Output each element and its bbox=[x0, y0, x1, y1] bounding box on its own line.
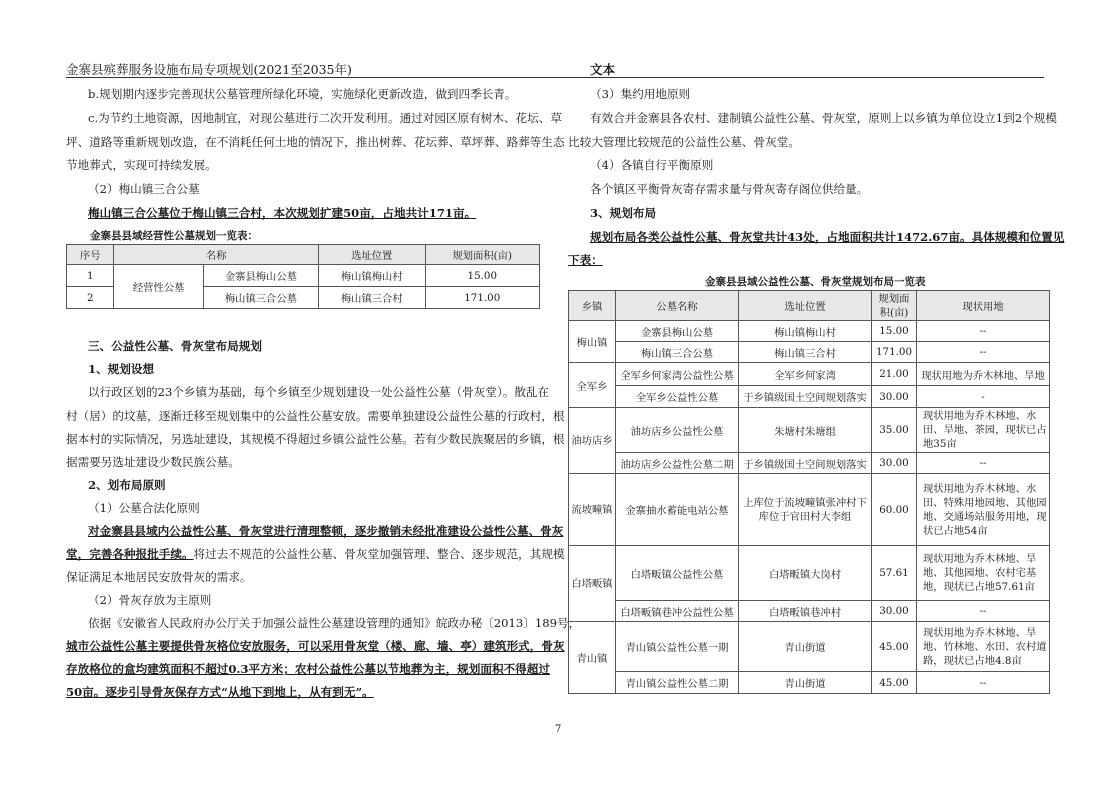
bold-paragraph: 下表： bbox=[568, 253, 603, 267]
land-use-cell: -- bbox=[917, 321, 1050, 342]
table-row bbox=[569, 546, 1050, 601]
header-title: 金寨县殡葬服务设施布局专项规划(2021至2035年) bbox=[66, 62, 352, 77]
location-cell: 朱塘村朱塘组 bbox=[739, 408, 872, 453]
area-cell: 15.00 bbox=[872, 321, 917, 342]
table-header: 名称 bbox=[114, 245, 319, 265]
table-row bbox=[569, 386, 1050, 408]
category-cell: 经营性公墓 bbox=[114, 265, 203, 309]
paragraph-line: 比较大管理比较规范的公益性公墓、骨灰堂。 bbox=[568, 135, 800, 149]
table-header: 选址位置 bbox=[739, 291, 872, 321]
area-cell: 21.00 bbox=[872, 363, 917, 386]
table-row bbox=[569, 474, 1050, 546]
town-cell: 青山镇 bbox=[569, 622, 616, 694]
location-cell: 上库位于流坡疃镇张冲村下库位于官田村大李组 bbox=[739, 474, 872, 546]
land-use-cell: -- bbox=[917, 453, 1050, 474]
table-row bbox=[569, 453, 1050, 474]
area-cell: 171.00 bbox=[872, 342, 917, 363]
paragraph-line: c.为节约土地资源，因地制宜，对现公墓进行二次开发利用。通过对园区原有树木、花坛、草 bbox=[88, 111, 562, 125]
paragraph-line: 保证满足本地居民安放骨灰的需求。 bbox=[66, 570, 252, 584]
subheading: （1）公墓合法化原则 bbox=[88, 501, 200, 515]
town-cell: 全军乡 bbox=[569, 363, 616, 408]
public-cemetery-table bbox=[568, 290, 1050, 694]
subsection-heading: 2、划布局原则 bbox=[88, 478, 166, 492]
paragraph-line: 节地葬式，实现可持续发展。 bbox=[66, 158, 217, 172]
subheading: （3）集约用地原则 bbox=[590, 87, 691, 101]
cemetery-name: 金寨抽水蓄能电站公墓 bbox=[616, 474, 739, 546]
bold-paragraph: 存放格位的盒均建筑面积不超过0.3平方米；农村公益性公墓以节地葬为主，规划面积不得超过 bbox=[66, 662, 550, 676]
town-cell: 油坊店乡 bbox=[569, 408, 616, 474]
location-cell: 梅山镇三合村 bbox=[318, 287, 425, 309]
paragraph-line: b.规划期内逐步完善现状公墓管理所绿化环境，实施绿化更新改造，做到四季长青。 bbox=[88, 87, 517, 101]
cemetery-name: 白塔畈镇公益性公墓 bbox=[616, 546, 739, 601]
cemetery-name: 梅山镇三合公墓 bbox=[203, 287, 318, 309]
table-row bbox=[569, 672, 1050, 694]
paragraph-line: 坪、道路等重新规划改造，在不消耗任何土地的情况下，推出树葬、花坛葬、草坪葬、路葬等生态 bbox=[66, 135, 565, 149]
table-header: 公墓名称 bbox=[616, 291, 739, 321]
bold-paragraph: 50亩。逐步引导骨灰保存方式“从地下到地上，从有到无”。 bbox=[66, 685, 374, 699]
area-cell: 45.00 bbox=[872, 672, 917, 694]
table-row bbox=[569, 408, 1050, 453]
paragraph-line: 依据《安徽省人民政府办公厅关于加强公益性公墓建设管理的通知》皖政办秘〔2013〕189号， bbox=[88, 616, 581, 630]
bold-paragraph: 城市公益性公墓主要提供骨灰格位安放服务，可以采用骨灰堂（楼、廊、墙、亭）建筑形式，骨灰 bbox=[66, 639, 565, 653]
table-title: 金寨县县域公益性公墓、骨灰堂规划布局一览表 bbox=[705, 276, 926, 288]
land-use-cell: 现状用地为乔木林地、水田、特殊用地园地、其他园地、交通场站服务用地，现状已占地54亩 bbox=[917, 474, 1050, 546]
area-cell: 15.00 bbox=[425, 265, 539, 287]
land-use-cell: -- bbox=[917, 342, 1050, 363]
town-cell: 梅山镇 bbox=[569, 321, 616, 363]
location-cell: 全军乡何家湾 bbox=[739, 363, 872, 386]
cemetery-name: 全军乡何家湾公益性公墓 bbox=[616, 363, 739, 386]
table-header: 规划面积(亩) bbox=[872, 291, 917, 321]
page-number: 7 bbox=[555, 724, 562, 735]
bold-paragraph: 规划布局各类公益性公墓、骨灰堂共计43处，占地面积共计1472.67亩。具体规模和位置见 bbox=[590, 230, 1065, 244]
location-cell: 白塔畈镇大岗村 bbox=[739, 546, 872, 601]
area-cell: 171.00 bbox=[425, 287, 539, 309]
town-cell: 白塔畈镇 bbox=[569, 546, 616, 622]
area-cell: 57.61 bbox=[872, 546, 917, 601]
table-header: 乡镇 bbox=[569, 291, 616, 321]
cemetery-name: 青山镇公益性公墓一期 bbox=[616, 622, 739, 672]
location-cell: 青山街道 bbox=[739, 622, 872, 672]
land-use-cell: -- bbox=[917, 672, 1050, 694]
area-cell: 30.00 bbox=[872, 601, 917, 622]
bold-paragraph: 对金寨县县域内公益性公墓、骨灰堂进行清理整顿，逐步撤销未经批准建设公益性公墓、骨灰 bbox=[88, 524, 564, 538]
paragraph-line: 村（居）的坟墓，逐渐迁移至规划集中的公益性公墓安放。需要单独建设公益性公墓的行政村，根 bbox=[66, 409, 565, 423]
table-header: 选址位置 bbox=[318, 245, 425, 265]
location-cell: 梅山镇梅山村 bbox=[739, 321, 872, 342]
table-row bbox=[569, 622, 1050, 672]
land-use-cell: 现状用地为乔木林地、水田、旱地、茶园，现状已占地35亩 bbox=[917, 408, 1050, 453]
table-row bbox=[67, 265, 540, 287]
header-section: 文本 bbox=[590, 62, 616, 77]
row-number: 2 bbox=[67, 287, 114, 309]
paragraph-line: 据需要另选址建设少数民族公墓。 bbox=[66, 455, 240, 469]
paragraph-line: 据本村的实际情况，另选址建设，其规模不得超过乡镇公益性公墓。若有少数民族聚居的乡镇，根 bbox=[66, 432, 565, 446]
paragraph-line bbox=[66, 546, 565, 562]
header-divider bbox=[66, 77, 1044, 78]
paragraph-line: 各个镇区平衡骨灰寄存需求量与骨灰寄存阁位供给量。 bbox=[590, 182, 869, 196]
cemetery-name: 白塔畈镇巷冲公益性公墓 bbox=[616, 601, 739, 622]
area-cell: 35.00 bbox=[872, 408, 917, 453]
table-row bbox=[569, 342, 1050, 363]
subheading: （2）梅山镇三合公墓 bbox=[88, 182, 200, 196]
area-cell: 45.00 bbox=[872, 622, 917, 672]
operating-cemetery-table bbox=[66, 244, 540, 309]
subsection-heading: 1、规划设想 bbox=[88, 362, 155, 376]
location-cell: 白塔畈镇巷冲村 bbox=[739, 601, 872, 622]
cemetery-name: 金寨县梅山公墓 bbox=[616, 321, 739, 342]
land-use-cell: 现状用地为乔木林地、旱地 bbox=[917, 363, 1050, 386]
land-use-cell: -- bbox=[917, 601, 1050, 622]
row-number: 1 bbox=[67, 265, 114, 287]
cemetery-name: 油坊店乡公益性公墓 bbox=[616, 408, 739, 453]
land-use-cell: 现状用地为乔木林地、旱地、其他园地、农村宅基地，现状已占地57.61亩 bbox=[917, 546, 1050, 601]
subheading: （2）骨灰存放为主原则 bbox=[88, 593, 212, 607]
location-cell: 青山街道 bbox=[739, 672, 872, 694]
cemetery-name: 青山镇公益性公墓二期 bbox=[616, 672, 739, 694]
section-heading: 三、公益性公墓、骨灰堂布局规划 bbox=[88, 339, 262, 353]
table-header: 序号 bbox=[67, 245, 114, 265]
cemetery-name: 油坊店乡公益性公墓二期 bbox=[616, 453, 739, 474]
bold-text: 堂，完善各种报批手续。 bbox=[66, 547, 194, 561]
cemetery-name: 梅山镇三合公墓 bbox=[616, 342, 739, 363]
area-cell: 30.00 bbox=[872, 453, 917, 474]
table-row bbox=[569, 363, 1050, 386]
table-header: 现状用地 bbox=[917, 291, 1050, 321]
location-cell: 梅山镇三合村 bbox=[739, 342, 872, 363]
plain-text: 将过去不规范的公益性公墓、骨灰堂加强管理、整合、逐步规范，其规模 bbox=[193, 547, 565, 561]
table-row bbox=[569, 601, 1050, 622]
area-cell: 60.00 bbox=[872, 474, 917, 546]
cemetery-name: 全军乡公益性公墓 bbox=[616, 386, 739, 408]
town-cell: 流坡疃镇 bbox=[569, 474, 616, 546]
location-cell: 梅山镇梅山村 bbox=[318, 265, 425, 287]
table-title: 金寨县县域经营性公墓规划一览表： bbox=[90, 230, 258, 242]
area-cell: 30.00 bbox=[872, 386, 917, 408]
location-cell: 于乡镇级国土空间规划落实 bbox=[739, 453, 872, 474]
subsection-heading: 3、规划布局 bbox=[590, 206, 657, 220]
land-use-cell: - bbox=[917, 386, 1050, 408]
table-header: 规划面积(亩) bbox=[425, 245, 539, 265]
subheading: （4）各镇自行平衡原则 bbox=[590, 158, 714, 172]
bold-paragraph: 梅山镇三合公墓位于梅山镇三合村，本次规划扩建50亩，占地共计171亩。 bbox=[88, 206, 477, 220]
paragraph-line: 以行政区划的23个乡镇为基础，每个乡镇至少规划建设一处公益性公墓（骨灰堂）。散乱在 bbox=[88, 385, 550, 399]
land-use-cell: 现状用地为乔木林地、旱地、竹林地、水田、农村道路，现状已占地4.8亩 bbox=[917, 622, 1050, 672]
table-row bbox=[569, 321, 1050, 342]
paragraph-line: 有效合并金寨县各农村、建制镇公益性公墓、骨灰堂，原则上以乡镇为单位设立1到2个规模 bbox=[590, 111, 1057, 125]
location-cell: 于乡镇级国土空间规划落实 bbox=[739, 386, 872, 408]
cemetery-name: 金寨县梅山公墓 bbox=[203, 265, 318, 287]
